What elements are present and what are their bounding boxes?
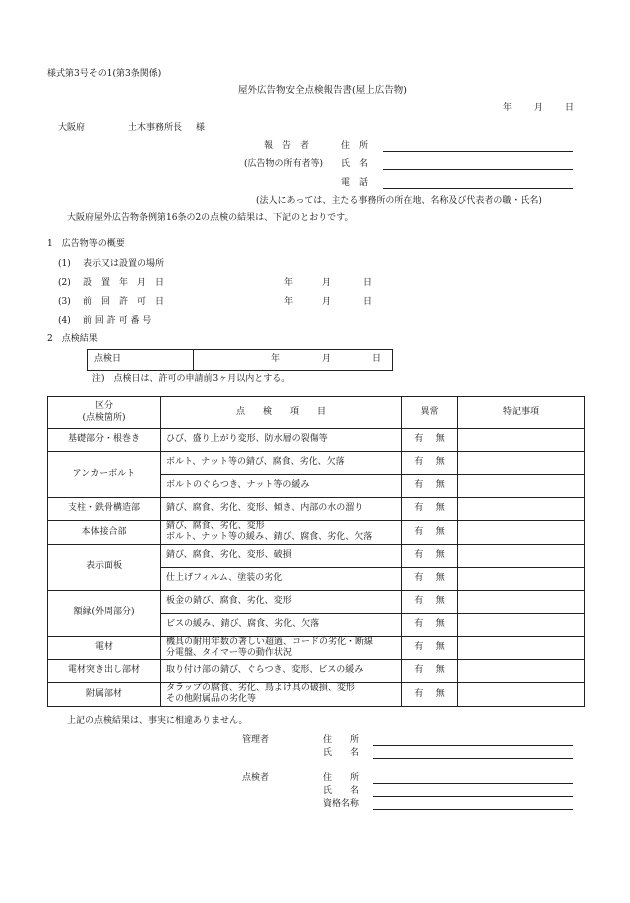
result-yes-option[interactable]: 有	[414, 618, 424, 629]
result-yes-option[interactable]: 有	[414, 457, 424, 468]
inspector-qualification-label: 資格名称	[323, 799, 360, 809]
result-yes-option[interactable]: 有	[414, 526, 424, 537]
item4-label: 前 回 許 可 番 号	[83, 316, 152, 326]
result-yes-option[interactable]: 有	[414, 642, 424, 653]
result-yes-option[interactable]: 有	[414, 688, 424, 699]
addressee-prefecture: 大阪府	[58, 123, 86, 133]
remarks-cell[interactable]	[458, 452, 585, 475]
result-yes-option[interactable]: 有	[414, 572, 424, 583]
reporter-phone-field[interactable]	[383, 188, 573, 189]
remarks-cell[interactable]	[458, 544, 585, 567]
declaration-text: 上記の点検結果は、事実に相違ありません。	[67, 716, 248, 726]
result-yes-option[interactable]: 有	[414, 480, 424, 491]
remarks-cell[interactable]	[458, 613, 585, 636]
inspector-qualification-field[interactable]	[373, 809, 573, 810]
result-cell	[402, 613, 458, 636]
table-row	[48, 429, 585, 452]
check-item-cell: タラップの腐食、劣化、鳥よけ具の破損、変形 その他附属品の劣化等	[161, 683, 402, 707]
result-yes-option[interactable]: 有	[414, 503, 424, 514]
check-item-cell: ひび、盛り上がり変形、防水層の裂傷等	[161, 429, 402, 452]
inspector-name-label: 氏 名	[323, 786, 360, 796]
item3-label: 前 回 許 可 日	[83, 297, 165, 307]
remarks-cell[interactable]	[458, 590, 585, 613]
check-item-cell: 仕上げフィルム、塗装の劣化	[161, 567, 402, 590]
header-remarks: 特記事項	[458, 397, 585, 429]
inspection-month: 月	[322, 354, 332, 364]
item2-day: 日	[363, 278, 373, 288]
table-row	[48, 683, 585, 707]
item3-day: 日	[363, 297, 373, 307]
section1-heading: 1 広告物等の概要	[47, 239, 125, 249]
check-item-cell: 錆び、腐食、劣化、変形、傾き、内部の水の溜り	[161, 498, 402, 521]
inspection-day: 日	[372, 354, 382, 364]
check-item-cell: 板金の錆び、腐食、劣化、変形	[161, 590, 402, 613]
remarks-cell[interactable]	[458, 636, 585, 660]
header-category-line1: 区分	[94, 401, 113, 412]
result-no-option[interactable]: 無	[435, 688, 445, 699]
document-title: 屋外広告物安全点検報告書(屋上広告物)	[238, 85, 407, 96]
category-cell: 附属部材	[48, 683, 161, 707]
date-box-divider	[193, 350, 194, 370]
result-cell	[402, 498, 458, 521]
addressee-office: 土木事務所長	[128, 123, 183, 133]
check-item-cell: ビスの緩み、錆び、腐食、劣化、欠落	[161, 613, 402, 636]
result-cell	[402, 567, 458, 590]
item2-number: (2)	[58, 278, 71, 288]
remarks-cell[interactable]	[458, 683, 585, 707]
result-no-option[interactable]: 無	[435, 665, 445, 676]
result-cell	[402, 636, 458, 660]
category-cell: 基礎部分・根巻き	[48, 429, 161, 452]
manager-label: 管理者	[242, 735, 270, 745]
result-no-option[interactable]: 無	[435, 503, 445, 514]
category-cell: 支柱・鉄骨構造部	[48, 498, 161, 521]
category-cell: 電材突き出し部材	[48, 660, 161, 683]
header-category	[48, 397, 161, 429]
date-year-label: 年	[503, 103, 513, 113]
inspector-name-field[interactable]	[373, 796, 573, 797]
remarks-cell[interactable]	[458, 429, 585, 452]
remarks-cell[interactable]	[458, 475, 585, 498]
table-row	[48, 660, 585, 683]
result-no-option[interactable]: 無	[435, 480, 445, 491]
result-no-option[interactable]: 無	[435, 457, 445, 468]
reporter-owner-note: (広告物の所有者等)	[244, 159, 324, 169]
result-no-option[interactable]: 無	[435, 549, 445, 560]
item3-number: (3)	[58, 297, 71, 307]
inspection-table	[47, 396, 585, 707]
item4-number: (4)	[58, 316, 71, 326]
result-cell	[402, 429, 458, 452]
result-cell	[402, 475, 458, 498]
result-no-option[interactable]: 無	[435, 642, 445, 653]
inspection-date-note: 注) 点検日は、許可の申請前3ヶ月以内とする。	[92, 374, 291, 384]
item2-year: 年	[284, 278, 294, 288]
result-cell	[402, 683, 458, 707]
item2-label: 設 置 年 月 日	[83, 278, 165, 288]
result-cell	[402, 452, 458, 475]
remarks-cell[interactable]	[458, 660, 585, 683]
addressee-honorific: 様	[196, 123, 206, 133]
inspection-date-label: 点検日	[94, 354, 122, 364]
item3-month: 月	[322, 297, 332, 307]
result-yes-option[interactable]: 有	[414, 595, 424, 606]
check-item-cell: 機具の耐用年数の著しい超過、コードの劣化・断線 分電盤、タイマー等の動作状況	[161, 636, 402, 660]
header-items: 点 検 項 目	[161, 397, 402, 429]
item3-year: 年	[284, 297, 294, 307]
check-item-cell: 取り付け部の錆び、ぐらつき、変形、ビスの緩み	[161, 660, 402, 683]
remarks-cell[interactable]	[458, 567, 585, 590]
manager-name-label: 氏 名	[323, 748, 360, 758]
result-yes-option[interactable]: 有	[414, 434, 424, 445]
remarks-cell[interactable]	[458, 521, 585, 545]
item2-month: 月	[322, 278, 332, 288]
reporter-label: 報 告 者	[264, 141, 310, 151]
inspector-address-field[interactable]	[373, 783, 573, 784]
category-cell: 本体接合部	[48, 521, 161, 545]
item1-label: 表示又は設置の場所	[83, 259, 165, 269]
corporation-note: (法人にあっては、主たる事務所の所在地、名称及び代表者の職・氏名)	[256, 196, 542, 206]
reporter-address-field[interactable]	[383, 151, 573, 152]
category-cell: 表示面板	[48, 544, 161, 590]
inspection-year: 年	[271, 354, 281, 364]
section2-heading: 2 点検結果	[47, 334, 98, 344]
reporter-phone-label: 電 話	[341, 178, 369, 188]
reporter-name-label: 氏 名	[341, 159, 369, 169]
result-cell	[402, 660, 458, 683]
date-day-label: 日	[565, 103, 575, 113]
manager-name-field[interactable]	[373, 758, 573, 759]
inspector-label: 点検者	[242, 773, 270, 783]
table-row	[48, 452, 585, 475]
form-number: 様式第3号その1(第3条関係)	[47, 69, 162, 79]
check-item-cell: 錆び、腐食、劣化、変形 ボルト、ナット等の緩み、錆び、腐食、劣化、欠落	[161, 521, 402, 545]
header-category-line2: (点検箇所)	[82, 412, 126, 423]
inspection-date-box[interactable]	[87, 349, 393, 371]
reporter-name-field[interactable]	[383, 169, 573, 170]
remarks-cell[interactable]	[458, 498, 585, 521]
inspector-address-label: 住 所	[323, 773, 360, 783]
result-yes-option[interactable]: 有	[414, 665, 424, 676]
table-row	[48, 636, 585, 660]
table-row	[48, 544, 585, 567]
manager-address-field[interactable]	[373, 745, 573, 746]
result-cell	[402, 590, 458, 613]
category-cell: 額縁(外周部分)	[48, 590, 161, 636]
result-no-option[interactable]: 無	[435, 618, 445, 629]
check-item-cell: 錆び、腐食、劣化、変形、破損	[161, 544, 402, 567]
result-cell	[402, 544, 458, 567]
result-yes-option[interactable]: 有	[414, 549, 424, 560]
category-cell: アンカーボルト	[48, 452, 161, 498]
header-result: 異常	[402, 397, 458, 429]
table-row	[48, 498, 585, 521]
date-month-label: 月	[534, 103, 544, 113]
check-item-cell: ボルト、ナット等の錆び、腐食、劣化、欠落	[161, 452, 402, 475]
check-item-cell: ボルトのぐらつき、ナット等の緩み	[161, 475, 402, 498]
result-no-option[interactable]: 無	[435, 595, 445, 606]
table-row	[48, 590, 585, 613]
reporter-address-label: 住 所	[341, 141, 369, 151]
item1-number: (1)	[58, 259, 71, 269]
result-no-option[interactable]: 無	[435, 434, 445, 445]
table-row	[48, 521, 585, 545]
result-no-option[interactable]: 無	[435, 526, 445, 537]
result-cell	[402, 521, 458, 545]
result-no-option[interactable]: 無	[435, 572, 445, 583]
category-cell: 電材	[48, 636, 161, 660]
manager-address-label: 住 所	[323, 735, 360, 745]
intro-text: 大阪府屋外広告物条例第16条の2の点検の結果は、下記のとおりです。	[67, 213, 354, 223]
